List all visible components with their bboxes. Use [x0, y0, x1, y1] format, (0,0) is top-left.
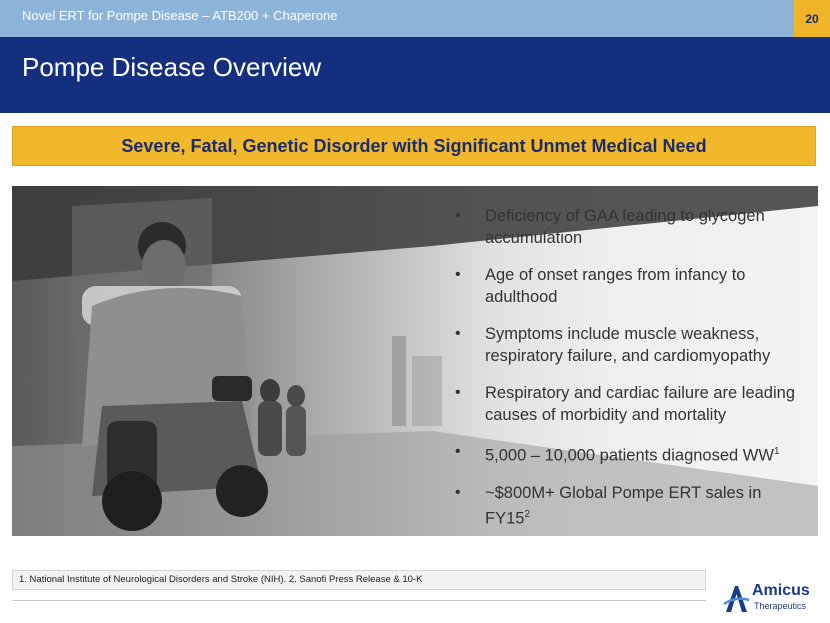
footnote-box: [12, 570, 706, 590]
logo-name: Amicus: [752, 582, 810, 599]
bullet-text: ~$800M+ Global Pompe ERT sales in FY15: [485, 483, 762, 527]
bullet-glyph: •: [455, 483, 461, 501]
bullet-text: Age of onset ranges from infancy to adulthood: [485, 266, 746, 306]
company-logo: [722, 580, 822, 618]
footnote-ref: 1: [773, 446, 780, 457]
bullet-list: [445, 205, 805, 544]
bullet-glyph: •: [455, 325, 461, 342]
top-header-bar: [0, 0, 830, 37]
bullet-glyph: •: [455, 384, 461, 401]
banner-text: Severe, Fatal, Genetic Disorder with Significant Unmet Medical Need: [121, 135, 707, 156]
footnote-text: 1. National Institute of Neurological Disorders and Stroke (NIH). 2. Sanofi Press Release & 10-K: [19, 574, 423, 585]
bullet-glyph: •: [455, 207, 461, 224]
bullet-text: Deficiency of GAA leading to glycogen accumulation: [485, 207, 765, 247]
bullet-text: 5,000 – 10,000 patients diagnosed WW: [485, 446, 774, 465]
title-bar: [0, 37, 830, 113]
footer-divider: [12, 600, 706, 601]
deck-title: Novel ERT for Pompe Disease – ATB200 + Chaperone: [22, 8, 338, 23]
bullet-item: [445, 323, 805, 367]
bullet-item: [445, 482, 805, 530]
bullet-glyph: •: [455, 443, 461, 460]
bullet-item: [445, 264, 805, 308]
slide-title: Pompe Disease Overview: [22, 52, 322, 82]
bullet-text: Symptoms include muscle weakness, respiratory failure, and cardiomyopathy: [485, 325, 771, 365]
bullet-item: [445, 441, 805, 467]
bullet-glyph: •: [455, 266, 461, 283]
bullet-text: Respiratory and cardiac failure are leading causes of morbidity and mortality: [485, 384, 796, 424]
page-number: 20: [794, 0, 830, 37]
bullet-item: [445, 382, 805, 426]
bullet-item: [445, 205, 805, 249]
amicus-logo-icon: [722, 582, 750, 614]
footnote-ref: 2: [524, 508, 530, 520]
subtitle-banner: [12, 126, 816, 166]
logo-subtitle: Therapeutics: [754, 601, 807, 611]
